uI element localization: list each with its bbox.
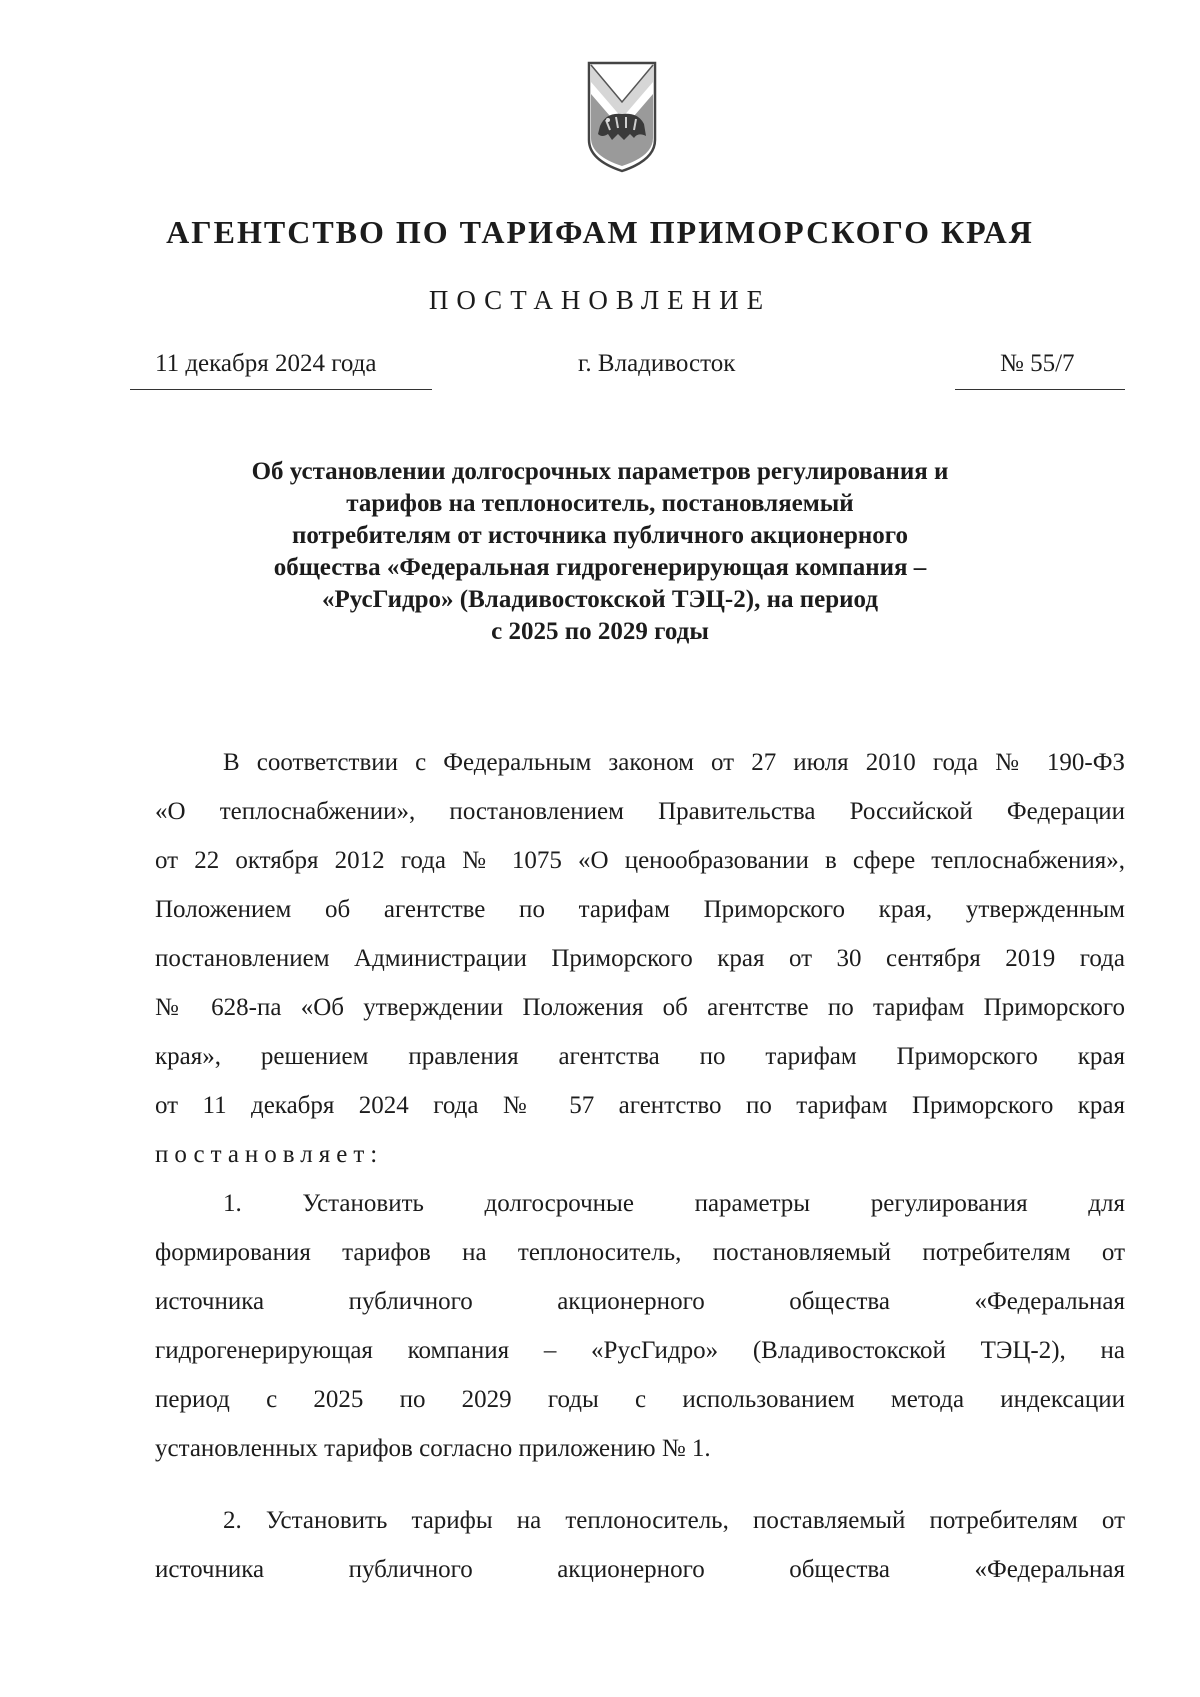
date-underline: [130, 389, 432, 390]
document-date: 11 декабря 2024 года: [155, 350, 377, 377]
preamble-resolves: постановляет:: [155, 1141, 384, 1168]
preamble-line: от 11 декабря 2024 года № 57 агентство по тарифам Приморского края: [155, 1092, 1125, 1119]
item-2-line: 2. Установить тарифы на теплоноситель, поставляемый потребителям от: [223, 1507, 1125, 1534]
preamble-line: постановлением Администрации Приморского края от 30 сентября 2019 года: [155, 945, 1125, 972]
preamble-line: от 22 октября 2012 года № 1075 «О ценообразовании в сфере теплоснабжения»,: [155, 847, 1125, 874]
item-1-line: период с 2025 по 2029 годы с использованием метода индексации: [155, 1386, 1125, 1413]
preamble-line: В соответствии с Федеральным законом от 27 июля 2010 года № 190-ФЗ: [223, 749, 1125, 776]
title-line: общества «Федеральная гидрогенерирующая компания –: [273, 554, 927, 581]
item-1-line: источника публичного акционерного общества «Федеральная: [155, 1288, 1125, 1315]
preamble-line: № 628-па «Об утверждении Положения об агентстве по тарифам Приморского: [155, 994, 1125, 1021]
title-line: Об установлении долгосрочных параметров регулирования и: [251, 458, 949, 485]
title-line: потребителям от источника публичного акционерного: [291, 522, 909, 549]
document-title: [150, 456, 1050, 648]
agency-name: АГЕНТСТВО ПО ТАРИФАМ ПРИМОРСКОГО КРАЯ: [166, 214, 1034, 250]
item-1-line: формирования тарифов на теплоноситель, постановляемый потребителям от: [155, 1239, 1125, 1266]
item-2-line: источника публичного акционерного общества «Федеральная: [155, 1556, 1125, 1583]
number-underline: [955, 389, 1125, 390]
document-body: [155, 738, 1125, 1594]
document-city: г. Владивосток: [578, 350, 736, 377]
item-1-line: гидрогенерирующая компания – «РусГидро» (Владивостокской ТЭЦ-2), на: [155, 1337, 1125, 1364]
preamble-line: края», решением правления агентства по тарифам Приморского края: [155, 1043, 1125, 1070]
title-line: с 2025 по 2029 годы: [491, 618, 709, 645]
preamble-line: «О теплоснабжении», постановлением Правительства Российской Федерации: [155, 798, 1125, 825]
title-line: тарифов на теплоноситель, постановляемый: [346, 490, 854, 517]
preamble-line: Положением об агентстве по тарифам Приморского края, утвержденным: [155, 896, 1125, 923]
item-1-line: 1. Установить долгосрочные параметры регулирования для: [223, 1190, 1125, 1217]
coat-of-arms-icon: [586, 60, 658, 174]
document-type: ПОСТАНОВЛЕНИЕ: [428, 285, 772, 315]
title-line: «РусГидро» (Владивостокской ТЭЦ-2), на период: [322, 586, 878, 613]
item-1-line: установленных тарифов согласно приложению № 1.: [155, 1435, 711, 1462]
document-number: № 55/7: [1000, 350, 1075, 377]
